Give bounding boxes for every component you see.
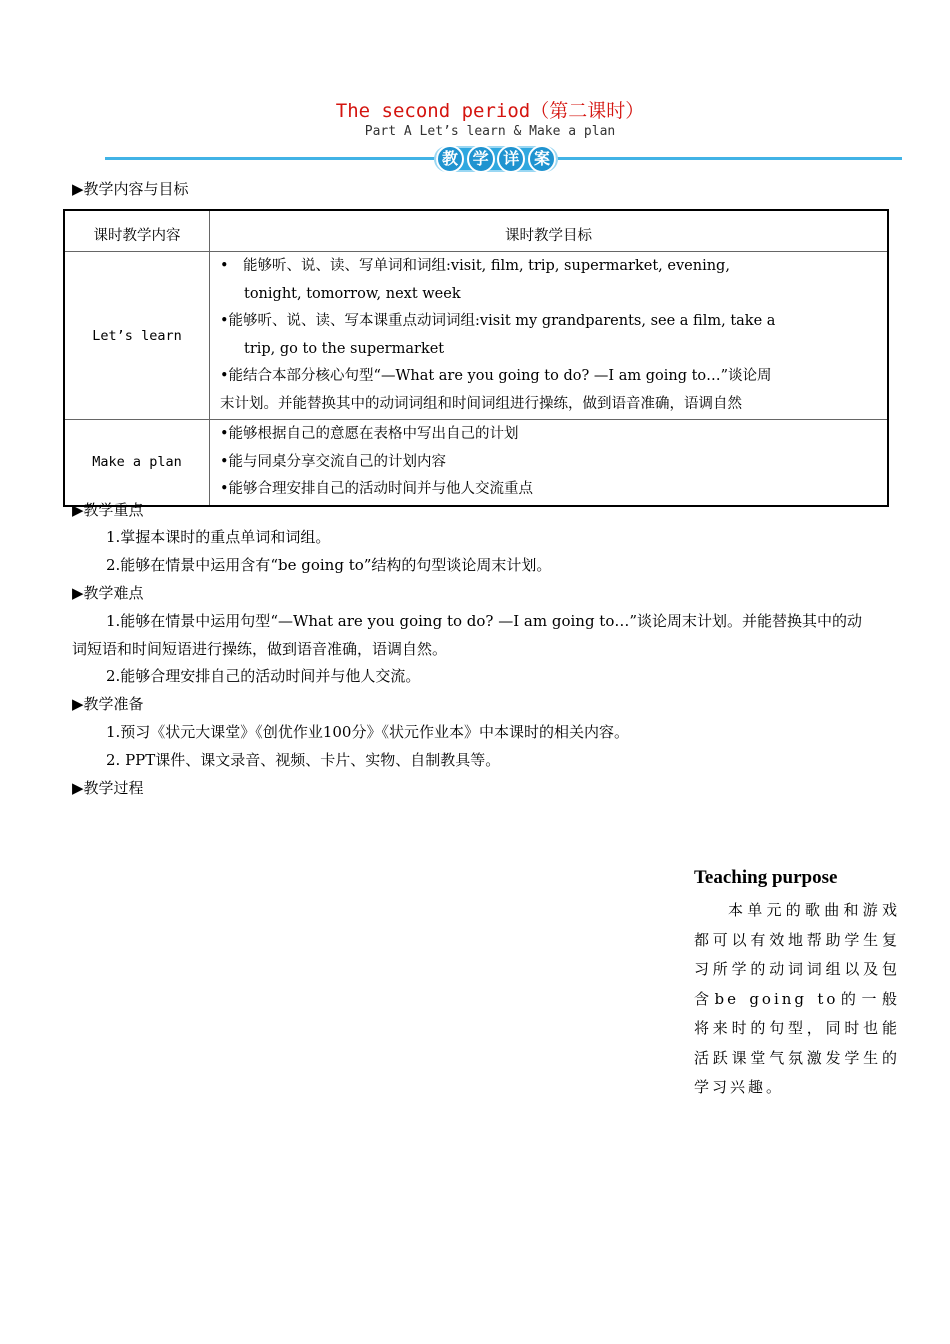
goals-table: [63, 209, 889, 507]
goal-line: •能够合理安排自己的活动时间并与他人交流重点: [220, 481, 534, 497]
goal-line: •能够听、说、读、写本课重点动词词组:visit my grandparents, see a film, take a: [220, 313, 776, 329]
section-heading-process: ▶教学过程: [72, 779, 144, 797]
table-header-row: [64, 210, 888, 252]
goal-line: •能结合本部分核心句型“—What are you going to do? —I am going to…”谈论周: [220, 368, 772, 384]
teaching-purpose-note: [694, 864, 900, 1103]
preparation-item: 2. PPT课件、课文录音、视频、卡片、实物、自制教具等。: [106, 751, 501, 769]
teaching-purpose-body: 本单元的歌曲和游戏都可以有效地帮助学生复习所学的动词词组以及包含be going to的一般将来时的句型，同时也能活跃课堂气氛激发学生的学习兴趣。: [694, 901, 900, 1096]
row-goals: [210, 252, 889, 420]
preparation-item: 1.预习《状元大课堂》《创优作业100分》《状元作业本》中本课时的相关内容。: [106, 723, 629, 741]
table-row: [64, 420, 888, 506]
row-goals: [210, 420, 889, 506]
lesson-subtitle: Part A Let’s learn & Make a plan: [364, 124, 616, 139]
goal-line: trip, go to the supermarket: [244, 340, 445, 357]
section-heading-key-points: ▶教学重点: [72, 501, 144, 519]
banner-char: 详: [497, 145, 525, 173]
banner-char: 案: [528, 145, 556, 173]
teaching-plan-banner: [418, 144, 574, 174]
row-name: Let’s learn: [64, 252, 210, 420]
column-header-content: 课时教学内容: [64, 210, 210, 252]
teaching-purpose-title: Teaching purpose: [694, 867, 838, 888]
banner-char: 学: [467, 145, 495, 173]
goal-line: 末计划。并能替换其中的动词词组和时间词组进行操练，做到语音准确，语调自然: [220, 395, 742, 412]
section-heading-difficulties: ▶教学难点: [72, 584, 144, 602]
key-point-item: 1.掌握本课时的重点单词和词组。: [106, 528, 331, 546]
goal-line: •能够根据自己的意愿在表格中写出自己的计划: [220, 426, 519, 442]
difficulty-item: 2.能够合理安排自己的活动时间并与他人交流。: [106, 667, 421, 685]
table-row: [64, 252, 888, 420]
goal-line: • 能够听、说、读、写单词和词组:visit, film, trip, supermarket, evening,: [220, 258, 730, 274]
key-point-item: 2.能够在情景中运用含有“be going to”结构的句型谈论周末计划。: [106, 556, 552, 574]
goal-line: •能与同桌分享交流自己的计划内容: [220, 453, 447, 470]
difficulty-item: 1.能够在情景中运用句型“—What are you going to do? —I am going to…”谈论周末计划。并能替换其中的动词短语和时间短语进行操练，做到语音准确，语调自然。: [72, 612, 863, 658]
lesson-title: The second period（第二课时）: [335, 100, 645, 122]
goal-line: tonight, tomorrow, next week: [244, 285, 461, 302]
banner-char: 教: [436, 145, 464, 173]
section-heading-preparation: ▶教学准备: [72, 695, 144, 713]
row-name: Make a plan: [64, 420, 210, 506]
section-heading-content-goals: ▶教学内容与目标: [72, 180, 189, 198]
column-header-goals: 课时教学目标: [210, 210, 889, 252]
